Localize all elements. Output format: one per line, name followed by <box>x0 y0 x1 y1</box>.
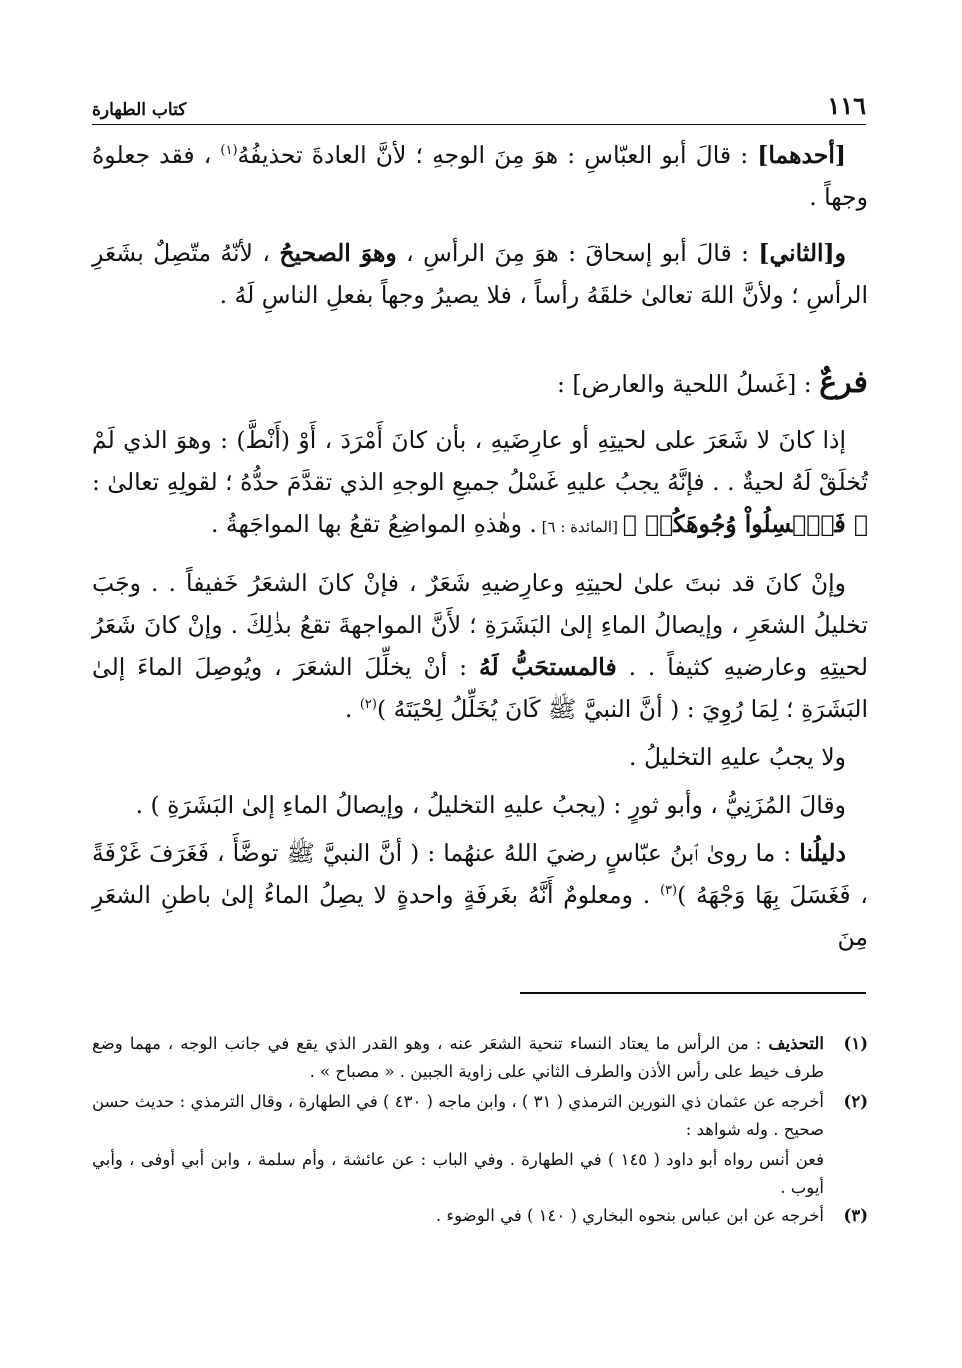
footnote-text: أخرجه عن عثمان ذي النورين الترمذي ( ٣١ ) ، وابن ماجه ( ٤٣٠ ) في الطهارة ، وقال الترمذي : حديث حسن صحيح . وله شواهد : <box>92 1092 824 1139</box>
running-title: كتاب الطهارة <box>92 100 187 120</box>
section-heading <box>92 362 868 405</box>
footnote-term: التحذيف <box>768 1034 824 1053</box>
main-text <box>92 134 868 972</box>
paragraph-text: ولا يجبُ عليهِ التخليلُ . <box>629 743 846 771</box>
footnote <box>92 1202 868 1230</box>
footnote-separator <box>520 992 866 994</box>
section-marker: فرعٌ <box>819 365 868 400</box>
paragraph-text: إذا كانَ لا شَعَرَ على لحيتِهِ أو عارِضَيهِ ، بأن كانَ أَمْرَدَ ، أَوْ (أَنْطَّ) : وهوَ الذي لَمْ تُخلَقْ لَهُ لحيةٌ . . فإنَّهُ يجبُ عليهِ غَسْلُ جميعِ الوجهِ الذي تقدَّمَ حدُّهُ ؛ لقولِهِ تعالىٰ : <box>92 426 868 496</box>
footnote-ref[interactable]: (٣) <box>659 883 678 899</box>
paragraph <box>92 232 868 316</box>
opinion-label: و[الثاني] <box>758 239 847 267</box>
paragraph-text: وقالَ المُزَنِيُّ ، وأبو ثورٍ : (يجبُ عليهِ التخليلُ ، وإيصالُ الماءِ إلىٰ البَشَرَةِ ) . <box>135 791 846 819</box>
opinion-label: [أحدهما] <box>757 141 846 169</box>
emphasis: وهوَ الصحيحُ <box>279 239 397 267</box>
footnotes <box>92 1030 868 1232</box>
paragraph-text: : قالَ أبو العبّاسِ : هوَ مِنَ الوجهِ ؛ لأنَّ العادةَ تحذيفُهُ <box>237 141 758 169</box>
paragraph <box>92 832 868 958</box>
section-title: : [غَسلُ اللحية والعارض] : <box>557 370 820 398</box>
paragraph-text: وإنْ كانَ قد نبتَ علىٰ لحيتِهِ وعارِضيهِ شَعَرٌ ، فإنْ كانَ الشعَرُ خَفيفاً . . وجَبَ تخليلُ الشعَرِ ، وإيصالُ الماءِ إلىٰ البَشَرَةِ ؛ لأَنَّ المواجهةَ تقعُ بذٰلِكَ . وإنْ كانَ شَعَرُ لحيتِهِ وعارضيهِ كثيفاً . . <box>92 569 868 681</box>
footnote-number: (١) <box>843 1034 868 1053</box>
footnote-text: أخرجه عن ابن عباس بنحوه البخاري ( ١٤٠ ) في الوضوء . <box>435 1206 824 1225</box>
footnote-continuation: فعن أنس رواه أبو داود ( ١٤٥ ) في الطهارة . وفي الباب : عن عائشة ، وأم سلمة ، وابن أبي أوفى ، وأبي أيوب . <box>92 1150 824 1197</box>
paragraph-text: : قالَ أبو إسحاقَ : هوَ مِنَ الرأسِ ، <box>396 239 759 267</box>
footnote-number: (٣) <box>843 1206 868 1225</box>
paragraph <box>92 134 868 218</box>
page-header <box>92 86 866 125</box>
emphasis: فالمستحَبُّ لَهُ <box>478 653 617 681</box>
quran-verse: ﴿ فَٱغۡسِلُواْ وُجُوهَكُمۡ ﴾ <box>622 510 868 538</box>
footnote <box>92 1030 868 1086</box>
verse-reference: [المائدة : ٦] <box>536 518 623 536</box>
paragraph <box>92 736 868 778</box>
paragraph <box>92 419 868 548</box>
paragraph <box>92 784 868 826</box>
paragraph-text: : ما روىٰ ٱبنُ عبّاسٍ رضيَ اللهُ عنهُما : ( أنَّ النبيَّ ﷺ توضَّأَ ، فَغَرَفَ غَرْفَةً ، فَغَسَلَ بِهَا وَجْهَهُ ) <box>92 839 868 909</box>
footnote-number: (٢) <box>843 1092 868 1111</box>
paragraph-text: . <box>344 695 360 723</box>
paragraph-text: : أنْ يخلِّلَ الشعَرَ ، ويُوصِلَ الماءَ إلىٰ البَشَرَةِ ؛ لِمَا رُوِيَ : ( أنَّ النبيَّ ﷺ كَانَ يُخَلِّلُ لِحْيَتَهُ ) <box>92 653 868 723</box>
paragraph-text: ، لأنّهُ متّصِلٌ بشَعَرِ الرأسِ ؛ ولأنَّ اللهَ تعالىٰ خلقَهُ رأساً ، فلا يصيرُ وجهاً بفعلِ الناسِ لَهُ . <box>92 239 868 309</box>
footnote-ref[interactable]: (٢) <box>359 697 377 713</box>
footnote-ref[interactable]: (١) <box>220 143 238 159</box>
footnote <box>92 1088 868 1144</box>
page-number: ١١٦ <box>827 91 866 120</box>
paragraph-text: . وهٰذهِ المواضِعُ تقعُ بها المواجَهةُ . <box>210 510 537 538</box>
paragraph-text: . ومعلومٌ أَنَّهُ بغَرفَةٍ واحدةٍ لا يصِلُ الماءُ إلىٰ باطنِ الشعَرِ مِنَ <box>92 881 868 951</box>
paragraph-text: ، فقد جعلوهُ وجهاً . <box>92 141 868 211</box>
footnote-text <box>92 1030 824 1086</box>
emphasis: دليلُنا <box>799 839 846 867</box>
paragraph <box>92 562 868 730</box>
footnote-body: : من الرأس ما يعتاد النساء تنحية الشعَر عنه ، وهو القدر الذي يقع في جانب الوجه ، مهما وضع طرف خيط على رأس الأذن والطرف الثاني على زاوية الجبين . « مصباح » . <box>92 1034 824 1081</box>
